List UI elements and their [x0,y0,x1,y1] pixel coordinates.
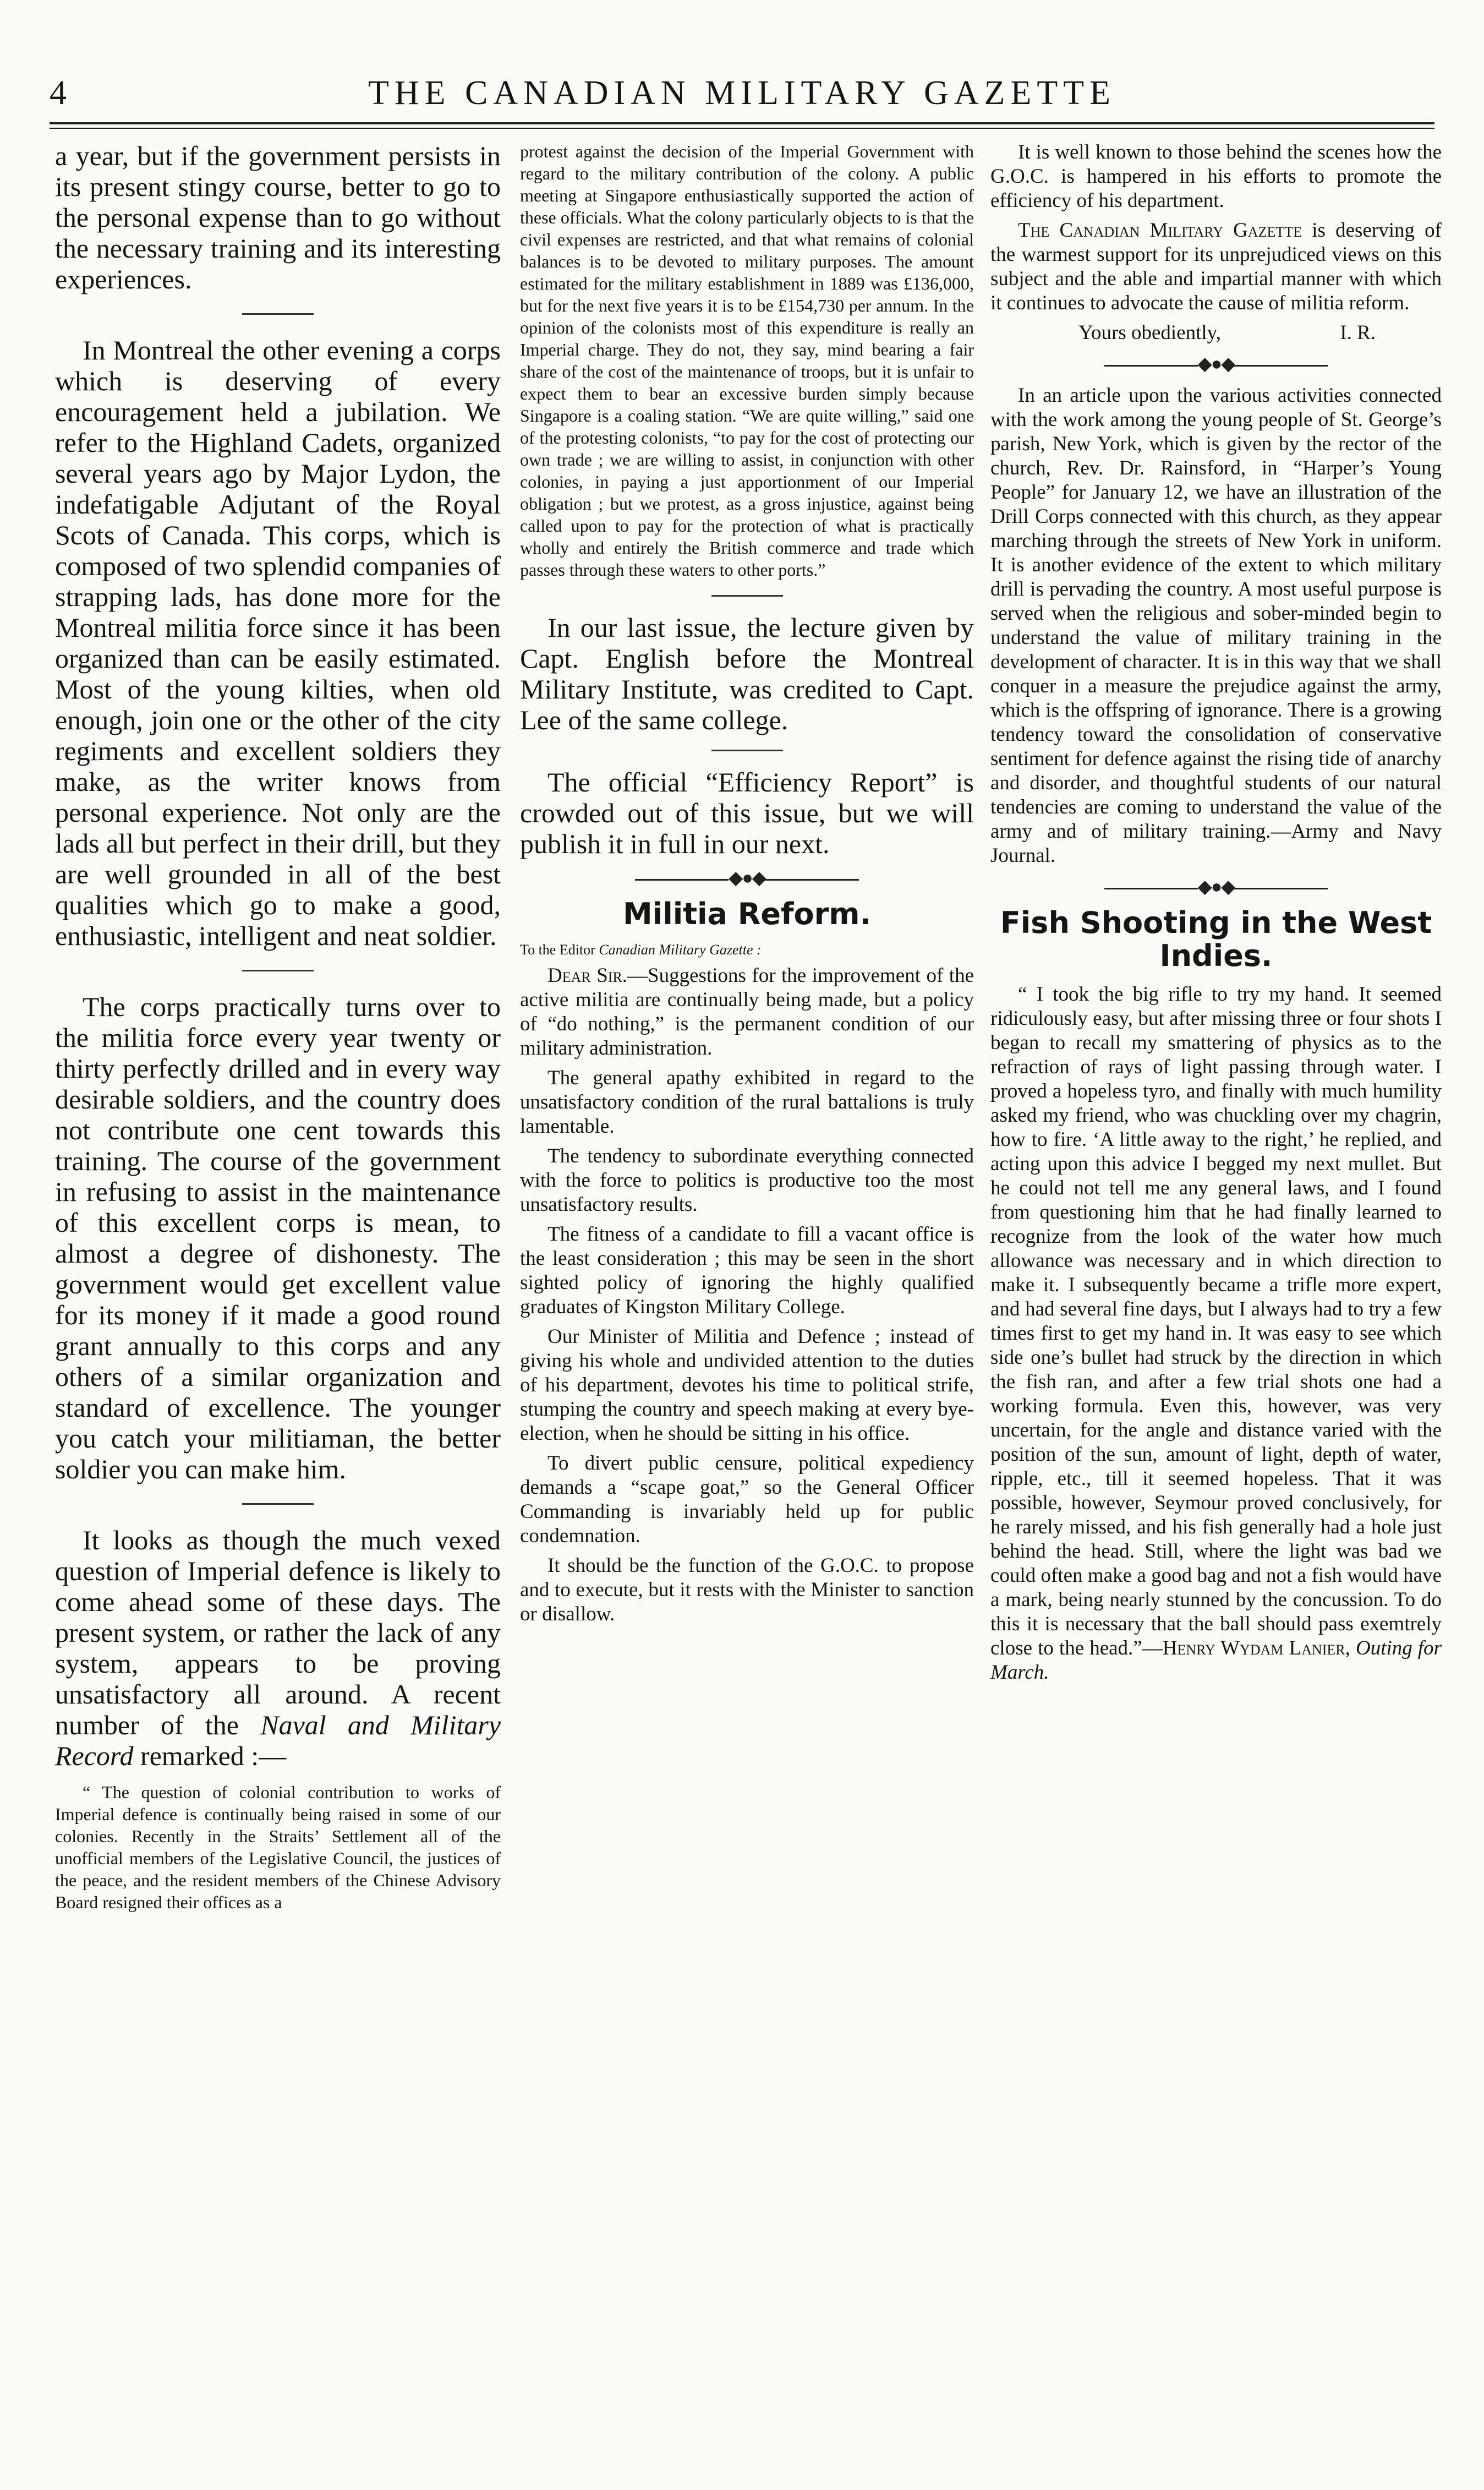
paragraph-imperial-defence [55,1525,501,1771]
letter-paragraph-9-text: is deserving of the warmest support for its unprejudiced views on this subject and the able and impartial manner with which it continues to advocate the cause of militia reform. [990,219,1442,314]
section-divider [242,970,314,971]
letter-paragraph-7: It should be the function of the G.O.C. to propose and to execute, but it rests with the Minister to sanction or disallow. [520,1554,974,1625]
remarked-text: remarked :— [140,1740,287,1771]
header-rule-thin [50,128,1434,129]
to-editor-paper: Canadian Military Gazette : [599,942,762,958]
gazette-name: The Canadian Military Gazette [1018,219,1302,242]
paragraph-drill-corps: In an article upon the various activities connected with the work among the young people of St. George’s parish, New York, which is given by the rector of the church, Rev. Dr. Rainsford, in “Harper’s Young People” for January 12, we have an illustration of the Drill Corps connected with this church, as they appear marching through the streets of New York in uniform. It is another evidence of the extent to which military drill is pervading the country. A most useful purpose is served when the religious and sober-minded begin to understand the value of military training in the development of character. It is in this way that we shall conquer in a measure the prejudice against the army, which is the offspring of ignorance. There is a growing tendency toward the consolidation of conservative sentiment for defence against the rising tide of anarchy and disorder, and thoughtful students of our natural tendencies are coming to understand the value of the army and of military training.—Army and Navy Journal. [990,384,1442,867]
paragraph-efficiency-report: The official “Efficiency Report” is crowded out of this issue, but we will publish it in full in our next. [520,767,974,859]
letter-paragraph-3: The tendency to subordinate everything connected with the force to politics is productive too the most unsatisfactory results. [520,1145,974,1216]
section-divider [711,595,783,597]
author-name: Henry Wydam Lanier, [1162,1637,1350,1659]
imperial-defence-text: It looks as though the much vexed question of Imperial defence is likely to come ahead some of these days. The present system, or rather the lack of any system, appears to be proving unsatisfactory all around. A recent number of the [55,1525,501,1740]
heading-fish-shooting: Fish Shooting in the West Indies. [1000,905,1432,973]
paragraph-lecture: In our last issue, the lecture given by Capt. English before the Montreal Military Institute, was credited to Capt. Lee of the same college. [520,612,974,735]
section-divider [711,750,783,751]
to-editor-prefix: To the Editor [520,942,595,958]
page-header [50,66,1434,110]
paragraph-stingy-course: a year, but if the government persists in its present stingy course, better to go to the personal expense than to go without the necessary training and its interesting experiences. [55,140,501,294]
letter-paragraph-2: The general apathy exhibited in regard to the unsatisfactory condition of the rural battalions is truly lamentable. [520,1067,974,1138]
masthead-title: THE CANADIAN MILITARY GAZETTE [368,74,1116,112]
salutation: Dear Sir. [547,964,628,987]
paragraph-highland-cadets: In Montreal the other evening a corps which is deserving of every encouragement held a jubilation. We refer to the Highland Cadets, organized several years ago by Major Lydon, the indefatigable Adjutant of the Royal Scots of Canada. This corps, which is composed of two splendid companies of strapping lads, has done more for the Montreal militia force since it has been organized than can be easily estimated. Most of the young kilties, when old enough, join one or the other of the city regiments and excellent soldiers they make, as the writer knows from personal experience. Not only are the lads all but perfect in their drill, but they are well grounded in all of the best qualities which go to make a good, enthusiastic, intelligent and neat soldier. [55,335,501,951]
letter-paragraph-5: Our Minister of Militia and Defence ; instead of giving his whole and undivided attention to the duties of his department, devotes his time to political strife, stumping the country and speech making at every bye-election, when he should be sitting in his office. [520,1325,974,1445]
quote-continued: protest against the decision of the Imperial Government with regard to the military contribution of the colony. A public meeting at Singapore enthusiastically supported the action of these officials. What the colony particularly objects to is that the civil expenses are restricted, and that what remains of colonial balances is to be devoted to military purposes. The amount estimated for the military establishment in 1889 was £136,000, but for the next five years it is to be £154,730 per annum. In the opinion of the colonists most of this expenditure is really an Imperial charge. They do not, they say, mind bearing a fair share of the cost of the maintenance of troops, but it is unfair to expect them to bear an excessive burden simply because Singapore is a coaling station. “We are quite willing,” said one of the protesting colonists, “to pay for the cost of protecting our own trade ; we are willing to assist, in conjunction with other colonies, in paying a just apportionment of our Imperial obligation ; but we protest, as a gross injustice, against being called upon to pay for the protection of what is practically wholly and entirely the British commerce and trade which passes through these waters to other ports.” [520,141,974,580]
letter-paragraph-1 [520,964,974,1061]
section-divider [242,313,314,315]
letter-paragraph-8: It is well known to those behind the scenes how the G.O.C. is hampered in his efforts to promote the efficiency of his department. [990,141,1442,212]
paragraph-corps-training: The corps practically turns over to the militia force every year twenty or thirty perfectly drilled and in every way desirable soldiers, and the country does not contribute one cent towards this training. The course of the government in refusing to assist in the maintenance of this excellent corps is mean, to almost a degree of dishonesty. The government would get excellent value for its money if it made a good round grant annually to this corps and any others of a similar organization and standard of excellence. The younger you catch your militiaman, the better soldier you can make him. [55,991,501,1484]
section-divider [242,1503,314,1505]
column-2 [520,140,974,1632]
record-title: Naval and Military Record [55,1710,501,1771]
letter-signoff [990,321,1442,345]
source-title: Outing for March. [990,1637,1442,1684]
column-3 [990,140,1442,1690]
to-editor-line [520,941,974,959]
paragraph-fish-shooting [990,982,1442,1685]
letter-paragraph-4: The fitness of a candidate to fill a vacant office is the least consideration ; this may be seen in the short sighted policy of ignoring the highly qualified graduates of Kingston Military College. [520,1223,974,1318]
heading-militia-reform: Militia Reform. [622,897,872,931]
quote-colonial-contribution: “ The question of colonial contribution to works of Imperial defence is continually being raised in some of our colonies. Recently in the Straits’ Settlement all of the unofficial members of the Legislative Council, the justices of the peace, and the resident members of the Chinese Advisory Board resigned their offices as a [55,1782,501,1912]
ornament-divider: ◆●◆ [990,355,1442,374]
closing: Yours obediently, [1078,321,1222,344]
letter-paragraph-6: To divert public censure, political expediency demands a “scape goat,” so the General Officer Commanding is invariably held up for public condemnation. [520,1452,974,1547]
column-1 [55,140,501,1919]
fish-shooting-text: “ I took the big rifle to try my hand. It seemed ridiculously easy, but after missing three or four shots I began to recall my smattering of physics as to the refraction of rays of light passing through water. I proved a hopeless tyro, and finally with much humility asked my friend, who was chuckling over my chagrin, how to fire. ‘A little away to the right,’ he replied, and acting upon this advice I begged my next mullet. But he could not tell me any general laws, and I found from questioning him that he had finally learned to recognize from the look of the water how much allowance was necessary and in which direction to make it. I subsequently became a trifle more expert, and had several fine days, but I always had to try a few times first to get my hand in. It was easy to see which side one’s bullet had struck by the direction in which the fish ran, and after a few trial shots one had a working formula. Even this, however, was very uncertain, for the angle and distance varied with the position of the sun, amount of light, depth of water, ripple, etc., till it seemed hopeless. That it was possible, however, Seymour proved conclusively, for he rarely missed, and his fish generally had a hole just behind the head. Still, where the light was bad we could often make a good bag and not a fish would have a mark, being nearly stunned by the concussion. To do this it is necessary that the ball should pass exemtrely close to the head.”— [990,983,1442,1659]
ornament-divider: ◆●◆ [990,878,1442,897]
ornament-divider: ◆●◆ [520,869,974,888]
page-number: 4 [50,74,67,112]
letter-paragraph-1-text: —Suggestions for the improvement of the active militia are continually being made, but a policy of “do nothing,” is the permanent condition of our military administration. [520,964,974,1060]
signature: I. R. [1340,321,1376,344]
letter-paragraph-9 [990,219,1442,315]
header-rule-thick [50,122,1434,124]
